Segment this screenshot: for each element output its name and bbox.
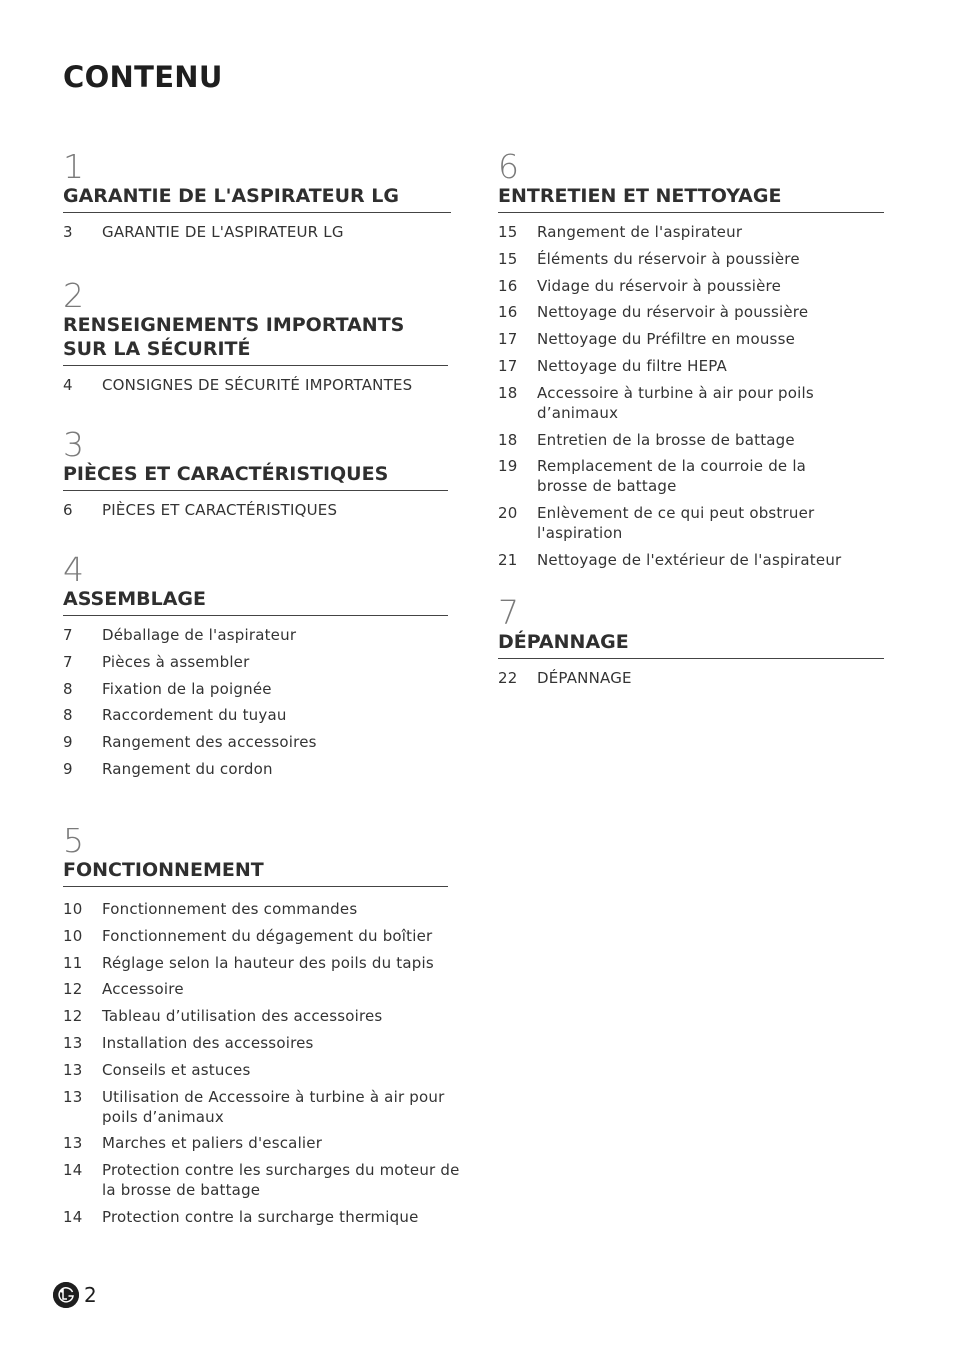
entry-text: Entretien de la brosse de battage [537, 430, 795, 449]
entry-page: 7 [63, 626, 73, 644]
entry-page: 12 [63, 980, 83, 999]
entry-text: Accessoire à turbine à air pour poils d’animaux [537, 383, 814, 422]
toc-entry[interactable] [498, 222, 844, 242]
section-title: ASSEMBLAGE [63, 587, 448, 616]
entry-text: Rangement des accessoires [102, 733, 317, 752]
entry-text: DÉPANNAGE [537, 669, 632, 687]
toc-entry[interactable] [498, 383, 844, 423]
entry-text: Remplacement de la courroie de la brosse de battage [537, 457, 807, 496]
page-title: CONTENU [63, 60, 223, 94]
toc-entry[interactable] [498, 302, 844, 322]
toc-entry[interactable] [63, 1160, 475, 1200]
toc-entry[interactable] [63, 705, 448, 725]
section-7 [498, 593, 884, 695]
toc-entry[interactable] [63, 1033, 475, 1053]
section-6 [498, 147, 884, 577]
toc-entry[interactable] [498, 329, 844, 349]
section-entries [63, 899, 475, 1227]
toc-entry[interactable] [63, 1006, 475, 1026]
toc-entry[interactable] [63, 222, 451, 242]
toc-entry[interactable] [498, 550, 844, 570]
entry-text: Utilisation de Accessoire à turbine à air pour poils d’animaux [102, 1087, 445, 1126]
toc-entry[interactable] [63, 732, 448, 752]
section-number: 4 [63, 550, 84, 589]
lg-logo-graphic [53, 1282, 79, 1308]
toc-entry[interactable] [63, 652, 448, 672]
section-number: 1 [63, 147, 84, 186]
entry-page: 19 [498, 457, 518, 476]
entry-text: Nettoyage de l'extérieur de l'aspirateur [537, 550, 842, 569]
entry-text: Nettoyage du filtre HEPA [537, 356, 728, 375]
section-title: ENTRETIEN ET NETTOYAGE [498, 184, 884, 213]
entry-text: Protection contre les surcharges du moteur de la brosse de battage [102, 1161, 460, 1200]
entry-text: CONSIGNES DE SÉCURITÉ IMPORTANTES [102, 376, 413, 394]
toc-entry[interactable] [63, 500, 448, 520]
toc-entry[interactable] [63, 1133, 475, 1153]
entry-page: 12 [63, 1007, 83, 1026]
entry-page: 15 [498, 249, 518, 268]
entry-text: Fonctionnement des commandes [102, 900, 358, 918]
entry-page: 22 [498, 669, 518, 687]
entry-page: 7 [63, 652, 73, 671]
entry-text: Fonctionnement du dégagement du boîtier [102, 926, 433, 945]
entry-page: 10 [63, 900, 83, 918]
section-entries [63, 500, 448, 520]
section-title: RENSEIGNEMENTS IMPORTANTS SUR LA SÉCURITÉ [63, 313, 448, 366]
toc-entry[interactable] [63, 375, 448, 395]
entry-page: 17 [498, 330, 518, 349]
section-number: 7 [498, 593, 519, 632]
entry-text: Conseils et astuces [102, 1060, 251, 1079]
toc-entry[interactable] [63, 759, 448, 779]
toc-entry[interactable] [63, 1060, 475, 1080]
section-entries [63, 222, 451, 242]
entry-page: 15 [498, 223, 518, 241]
section-entries [63, 375, 448, 395]
entry-page: 4 [63, 376, 73, 394]
entry-page: 18 [498, 383, 518, 402]
entry-page: 9 [63, 733, 73, 752]
section-number: 2 [63, 276, 84, 315]
entry-page: 6 [63, 501, 73, 519]
section-entries [63, 625, 448, 779]
entry-text: Pièces à assembler [102, 652, 250, 671]
section-entries [498, 668, 884, 688]
entry-page: 13 [63, 1134, 83, 1153]
entry-text: Réglage selon la hauteur des poils du tapis [102, 953, 434, 972]
entry-page: 13 [63, 1060, 83, 1079]
toc-entry[interactable] [63, 926, 475, 946]
entry-text: Enlèvement de ce qui peut obstruer l'aspiration [537, 504, 815, 543]
entry-text: Accessoire [102, 980, 184, 999]
entry-page: 18 [498, 430, 518, 449]
toc-entry[interactable] [498, 503, 844, 543]
entry-text: Fixation de la poignée [102, 679, 272, 698]
toc-entry[interactable] [63, 625, 448, 645]
entry-text: Nettoyage du Préfiltre en mousse [537, 330, 796, 349]
entry-page: 8 [63, 679, 73, 698]
section-title: DÉPANNAGE [498, 630, 884, 659]
entry-page: 17 [498, 356, 518, 375]
entry-text: Déballage de l'aspirateur [102, 626, 297, 644]
entry-text: Rangement du cordon [102, 759, 273, 778]
toc-entry[interactable] [498, 430, 844, 450]
section-4 [63, 550, 448, 786]
section-title: GARANTIE DE L'ASPIRATEUR LG [63, 184, 451, 213]
section-2 [63, 276, 448, 402]
lg-logo-icon [53, 1282, 79, 1308]
entry-page: 16 [498, 276, 518, 295]
section-number: 6 [498, 147, 519, 186]
toc-entry[interactable] [63, 679, 448, 699]
entry-page: 14 [63, 1161, 83, 1180]
entry-text: Nettoyage du réservoir à poussière [537, 303, 809, 322]
toc-entry[interactable] [63, 1087, 475, 1127]
entry-page: 14 [63, 1207, 83, 1226]
entry-text: Rangement de l'aspirateur [537, 223, 743, 241]
entry-page: 8 [63, 706, 73, 725]
entry-text: GARANTIE DE L'ASPIRATEUR LG [102, 223, 344, 241]
toc-entry[interactable] [498, 276, 844, 296]
toc-entry[interactable] [498, 249, 844, 269]
toc-entry[interactable] [63, 899, 475, 919]
entry-page: 20 [498, 504, 518, 523]
entry-page: 13 [63, 1033, 83, 1052]
toc-entry[interactable] [498, 668, 884, 688]
section-1 [63, 147, 451, 249]
entry-page: 16 [498, 303, 518, 322]
section-title: FONCTIONNEMENT [63, 858, 448, 887]
toc-entry[interactable] [498, 356, 844, 376]
toc-entry[interactable] [63, 979, 475, 999]
entry-text: PIÈCES ET CARACTÉRISTIQUES [102, 501, 338, 519]
entry-page: 21 [498, 550, 518, 569]
entry-text: Installation des accessoires [102, 1033, 314, 1052]
entry-text: Marches et paliers d'escalier [102, 1134, 323, 1153]
section-5 [63, 821, 475, 1234]
toc-entry[interactable] [63, 1207, 475, 1227]
entry-text: Raccordement du tuyau [102, 706, 287, 725]
toc-entry[interactable] [63, 953, 475, 973]
entry-page: 11 [63, 953, 83, 972]
toc-entry[interactable] [498, 456, 844, 496]
page-number: 2 [84, 1283, 97, 1307]
entry-page: 10 [63, 926, 83, 945]
section-entries [498, 222, 844, 570]
entry-text: Protection contre la surcharge thermique [102, 1207, 419, 1226]
section-number: 5 [63, 821, 84, 860]
entry-text: Éléments du réservoir à poussière [537, 249, 800, 268]
section-number: 3 [63, 425, 84, 464]
entry-page: 3 [63, 223, 73, 241]
section-title: PIÈCES ET CARACTÉRISTIQUES [63, 462, 448, 491]
entry-text: Vidage du réservoir à poussière [537, 276, 782, 295]
entry-page: 13 [63, 1087, 83, 1106]
entry-text: Tableau d’utilisation des accessoires [102, 1007, 383, 1026]
section-3 [63, 425, 448, 527]
entry-page: 9 [63, 759, 73, 778]
